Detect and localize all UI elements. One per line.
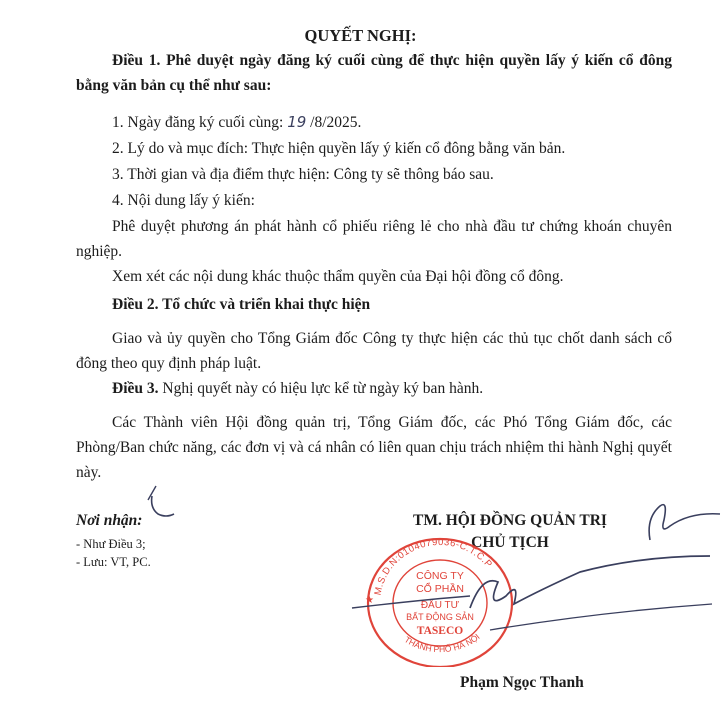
article-3-label: Điều 3.: [112, 380, 159, 397]
closing-paragraph: Các Thành viên Hội đồng quản trị, Tổng Giám đốc, các Phó Tổng Giám đốc, các Phòng/Ban chức năng, các đơn vị và cá nhân có liên quan chịu trách nhiệm thi hành Nghị quyết này.: [76, 414, 672, 481]
article-1-content-b: Xem xét các nội dung khác thuộc thẩm quyền của Đại hội đồng cổ đông.: [112, 268, 564, 285]
checkmark-stroke-icon: [148, 486, 156, 500]
article-1-content-a: Phê duyệt phương án phát hành cổ phiếu riêng lẻ cho nhà đầu tư chứng khoán chuyên nghiệp.: [76, 218, 672, 260]
recipients-title: Nơi nhận:: [76, 512, 143, 529]
signature-org-line: TM. HỘI ĐỒNG QUẢN TRỊ: [413, 512, 607, 529]
article-1-item-1: [76, 110, 672, 135]
signature-role: CHỦ TỊCH: [471, 534, 549, 551]
handwritten-day: 19: [287, 113, 307, 131]
article-1-item-4: 4. Nội dung lấy ý kiến:: [112, 192, 255, 209]
resolution-heading: QUYẾT NGHỊ:: [304, 26, 417, 45]
seal-ring-text: M.S.D.N:0104079036-C.T.C.P: [372, 537, 495, 597]
recipient-item: - Như Điều 3;: [76, 537, 146, 551]
seal-line-2: CỔ PHẦN: [416, 583, 464, 595]
recipient-item: - Lưu: VT, PC.: [76, 555, 151, 569]
cropped-header-remnant: [135, 0, 575, 7]
company-seal: [355, 537, 525, 667]
seal-line-5: TASECO: [416, 625, 464, 637]
seal-line-1: CÔNG TY: [416, 570, 464, 582]
checkmark-icon: [152, 496, 174, 516]
seal-line-3: ĐẦU TƯ: [420, 600, 460, 611]
seal-bottom-text: THÀNH PHỐ HÀ NỘI: [402, 631, 482, 655]
article-2-body: Giao và ủy quyền cho Tổng Giám đốc Công ty thực hiện các thủ tục chốt danh sách cổ đông theo quy định pháp luật.: [76, 330, 672, 372]
item-1-prefix: 1. Ngày đăng ký cuối cùng:: [112, 114, 288, 131]
article-2-title: Điều 2. Tổ chức và triển khai thực hiện: [112, 296, 371, 313]
article-1-title: Điều 1. Phê duyệt ngày đăng ký cuối cùng để thực hiện quyền lấy ý kiến cổ đông bằng văn bản cụ thể như sau:: [76, 52, 672, 94]
signer-name: Phạm Ngọc Thanh: [460, 674, 584, 691]
article-1-item-3: 3. Thời gian và địa điểm thực hiện: Công ty sẽ thông báo sau.: [112, 166, 494, 183]
item-1-suffix: /8/2025.: [306, 114, 362, 131]
article-1-item-2: 2. Lý do và mục đích: Thực hiện quyền lấy ý kiến cổ đông bằng văn bản.: [112, 140, 566, 157]
article-3-body: Nghị quyết này có hiệu lực kể từ ngày ký ban hành.: [158, 380, 484, 397]
seal-star-icon: ★: [365, 595, 374, 606]
article-3: [76, 376, 672, 401]
seal-line-4: BẤT ĐỘNG SẢN: [406, 612, 474, 622]
initial-mark-icon: [649, 505, 720, 540]
